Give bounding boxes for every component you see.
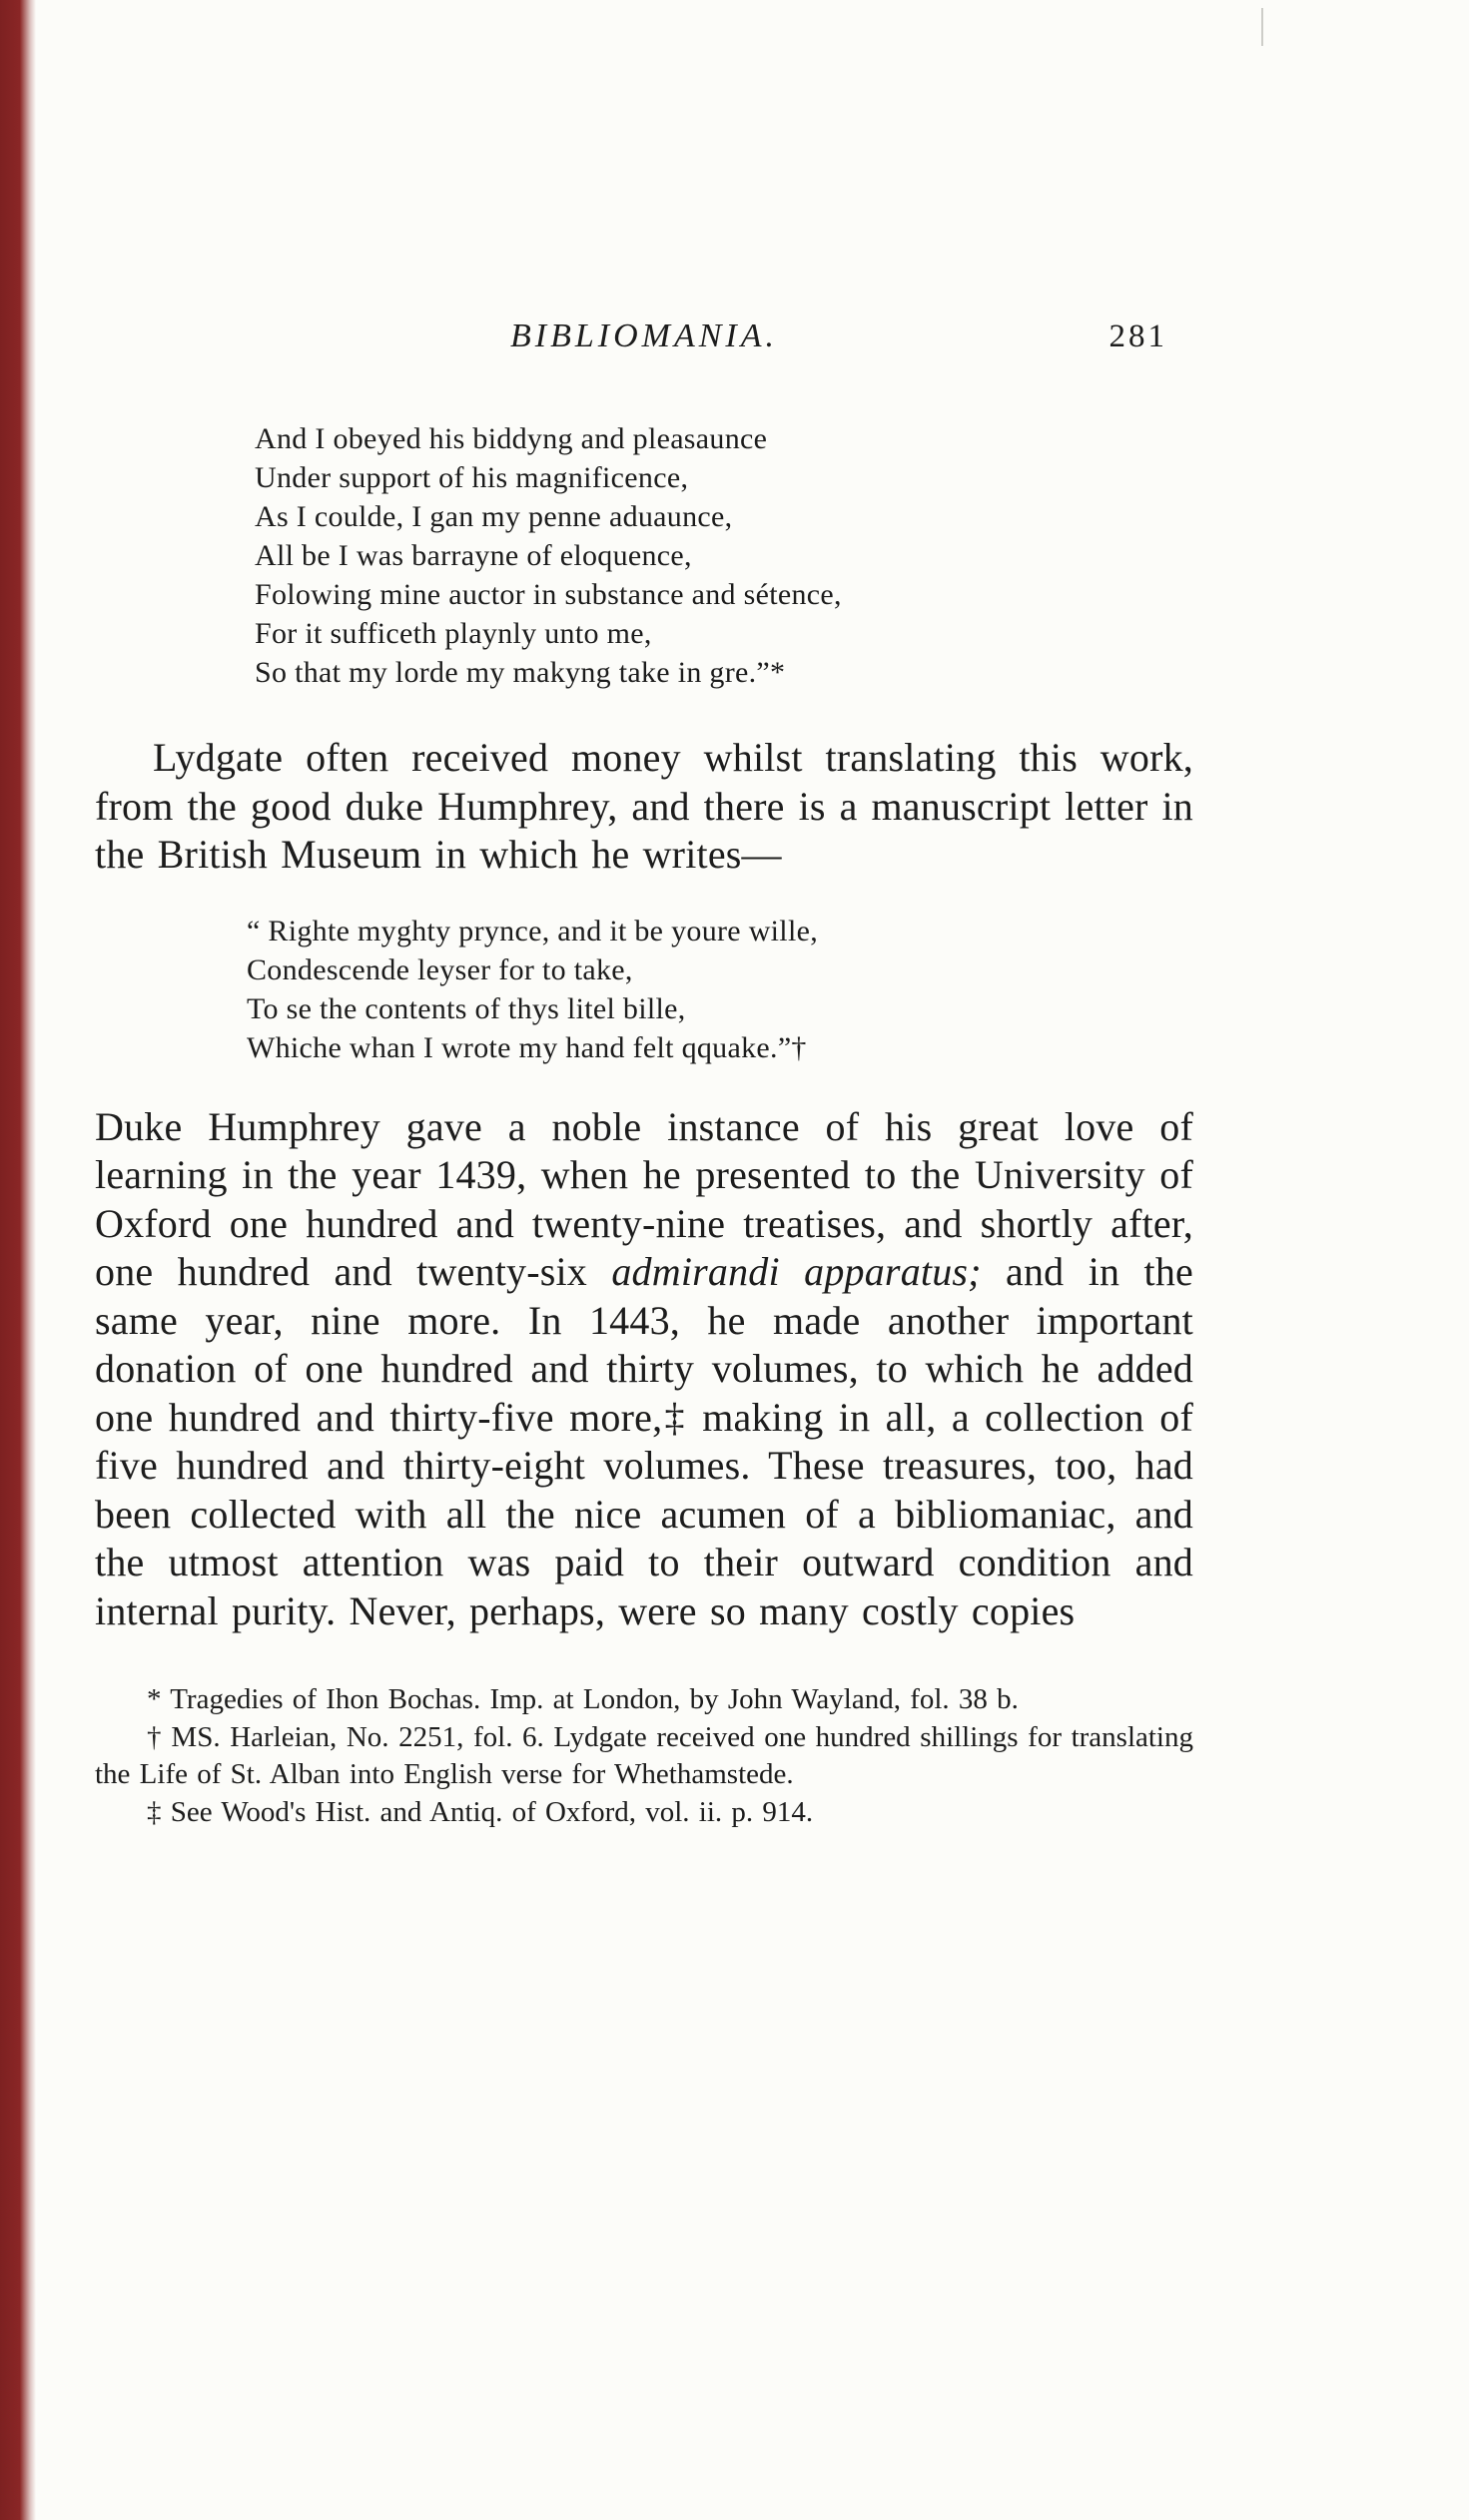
- verse-line: To se the contents of thys litel bille,: [247, 991, 686, 1025]
- footnotes-section: [95, 1681, 1193, 1831]
- scan-artifact: [1261, 8, 1263, 46]
- verse-line: All be I was barrayne of eloquence,: [255, 539, 692, 572]
- paragraph-2-text-before: Duke Humphrey gave a noble instance of his great love of learning in the year 1439, when he presented to the University of Oxford one hundred and twenty-nine treatises, and shortly after, one hundred and twenty-six: [95, 1103, 1193, 1294]
- paragraph-2-latin-phrase: admirandi apparatus;: [611, 1249, 982, 1294]
- verse-line: “ Righte myghty prynce, and it be youre wille,: [247, 914, 818, 947]
- verse-line: Under support of his magnificence,: [255, 461, 689, 494]
- verse-line: So that my lorde my makyng take in gre.”*: [255, 656, 786, 689]
- paragraph-1: Lydgate often received money whilst translating this work, from the good duke Humphrey, and there is a manuscript letter in the British Museum in which he writes—: [95, 735, 1193, 877]
- verse-line: Folowing mine auctor in substance and sétence,: [255, 578, 842, 611]
- page-content: [95, 317, 1193, 1831]
- verse-line: For it sufficeth playnly unto me,: [255, 617, 652, 650]
- page-number: 281: [1108, 318, 1167, 354]
- verse-line: Whiche whan I wrote my hand felt qquake.”†: [247, 1030, 807, 1064]
- binding-edge: [0, 0, 36, 2520]
- page-title: BIBLIOMANIA.: [509, 317, 778, 354]
- paragraph-2: [95, 1103, 1193, 1636]
- footnote-dagger: † MS. Harleian, No. 2251, fol. 6. Lydgate received one hundred shillings for translating the Life of St. Alban into English verse for Whethamstede.: [95, 1720, 1193, 1790]
- footnote-asterisk: * Tragedies of Ihon Bochas. Imp. at London, by John Wayland, fol. 38 b.: [147, 1683, 1019, 1715]
- verse-quote-1: [255, 419, 1193, 692]
- verse-quote-2: [247, 912, 1193, 1067]
- footnote-double-dagger: ‡ See Wood's Hist. and Antiq. of Oxford, vol. ii. p. 914.: [147, 1795, 814, 1828]
- paragraph-2-text-after: and in the same year, nine more. In 1443, he made another important donation of one hundred and thirty volumes, to which he added one hundred and thirty-five more,‡ making in all, a collection of five hundred and thirty-eight volumes. These treasures, too, had been collected with all the nice acumen of a bibliomaniac, and the utmost attention was paid to their outward condition and internal purity. Never, perhaps, were so many costly copies: [95, 1249, 1193, 1633]
- running-header: [95, 317, 1193, 363]
- verse-line: Condescende leyser for to take,: [247, 952, 633, 986]
- verse-line: As I coulde, I gan my penne aduaunce,: [255, 500, 733, 533]
- verse-line: And I obeyed his biddyng and pleasaunce: [255, 422, 768, 455]
